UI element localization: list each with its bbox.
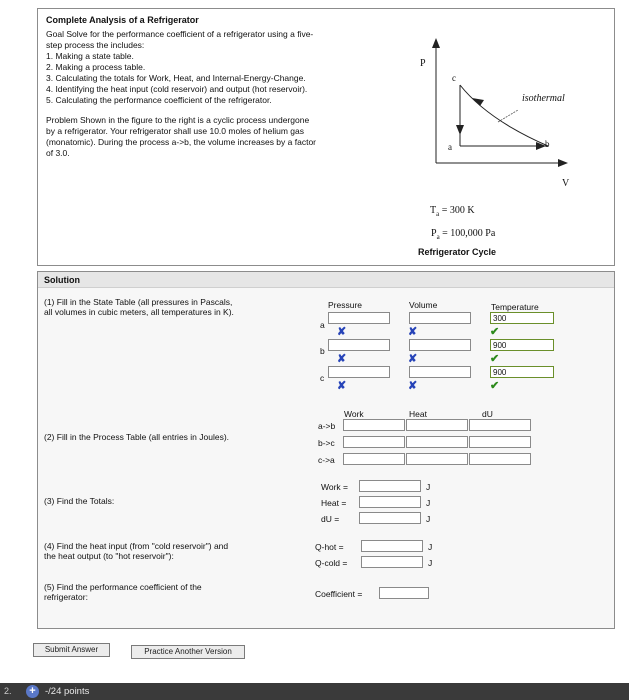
step5-line-2: refrigerator:: [44, 592, 88, 602]
state-c-pressure-input[interactable]: [328, 366, 390, 378]
state-b-temperature-input[interactable]: [490, 339, 554, 351]
goal-line-7: 5. Calculating the performance coefficient of the refrigerator.: [46, 95, 272, 105]
incorrect-icon: ✘: [408, 380, 418, 392]
q-cold-unit: J: [428, 558, 433, 568]
p-axis-arrow: [432, 38, 440, 48]
point-b-label: b: [545, 139, 550, 149]
point-c-label: c: [452, 73, 456, 83]
points-label: -/24 points: [45, 686, 90, 697]
arrow-b-c: [472, 98, 484, 106]
total-work-input[interactable]: [359, 480, 421, 492]
goal-line-5: 3. Calculating the totals for Work, Heat, and Internal-Energy-Change.: [46, 73, 306, 83]
col-work: Work: [344, 409, 364, 419]
question-number: 2.: [4, 686, 12, 696]
problem-line-2: by a refrigerator. Your refrigerator shall use 10.0 moles of helium gas: [46, 126, 304, 136]
goal-line-2: step process the includes:: [46, 40, 145, 50]
solution-header-bar: [38, 272, 614, 288]
total-du-unit: J: [426, 514, 431, 524]
q-hot-unit: J: [428, 542, 433, 552]
v-axis-arrow: [558, 159, 568, 167]
expand-plus-icon[interactable]: +: [26, 685, 39, 698]
goal-line-4: 2. Making a process table.: [46, 62, 146, 72]
state-a-pressure-input[interactable]: [328, 312, 390, 324]
step4-line-1: (4) Find the heat input (from "cold reservoir") and: [44, 541, 229, 551]
total-heat-unit: J: [426, 498, 431, 508]
process-a-b-heat-input[interactable]: [406, 419, 468, 431]
col-du: dU: [482, 409, 493, 419]
col-volume: Volume: [409, 300, 438, 310]
col-heat: Heat: [409, 409, 427, 419]
pv-diagram: [408, 28, 613, 188]
coefficient-label: Coefficient =: [315, 589, 363, 599]
point-a-label: a: [448, 142, 452, 152]
q-hot-input[interactable]: [361, 540, 423, 552]
arrow-c-a: [456, 125, 464, 135]
state-c-volume-input[interactable]: [409, 366, 471, 378]
process-row-b-c-label: b->c: [318, 438, 335, 448]
process-b-c-work-input[interactable]: [343, 436, 405, 448]
step1-line-2: all volumes in cubic meters, all temperatures in K).: [44, 307, 234, 317]
process-c-a-work-input[interactable]: [343, 453, 405, 465]
pressure-a-label: $P_a = 100,000$ Pa: [431, 228, 496, 241]
isothermal-label: isothermal: [522, 93, 565, 104]
solution-panel: [37, 271, 615, 629]
goal-line-1: Goal Solve for the performance coefficient of a refrigerator using a five-: [46, 29, 314, 39]
p-axis-label: P: [420, 58, 426, 69]
state-row-c-label: c: [320, 373, 325, 383]
q-cold-label: Q-cold =: [315, 558, 348, 568]
incorrect-icon: ✘: [337, 380, 347, 392]
subscript: a: [436, 233, 440, 241]
step4-line-2: the heat output (to "hot reservoir"):: [44, 551, 174, 561]
incorrect-icon: ✘: [337, 353, 347, 365]
q-hot-label: Q-hot =: [315, 542, 344, 552]
step2-text: (2) Fill in the Process Table (all entries in Joules).: [44, 432, 230, 442]
goal-line-6: 4. Identifying the heat input (cold reservoir) and output (hot reservoir).: [46, 84, 308, 94]
col-pressure: Pressure: [328, 300, 363, 310]
process-row-a-b-label: a->b: [318, 421, 336, 431]
process-a-b-work-input[interactable]: [343, 419, 405, 431]
total-heat-input[interactable]: [359, 496, 421, 508]
problem-line-4: of 3.0.: [46, 148, 70, 158]
process-b-c-du-input[interactable]: [469, 436, 531, 448]
process-c-a-heat-input[interactable]: [406, 453, 468, 465]
practice-another-version-button[interactable]: Practice Another Version: [131, 645, 245, 659]
correct-icon: ✔: [490, 380, 500, 392]
total-work-label: Work =: [321, 482, 349, 492]
total-work-unit: J: [426, 482, 431, 492]
step5-line-1: (5) Find the performance coefficient of the: [44, 582, 202, 592]
process-c-a-du-input[interactable]: [469, 453, 531, 465]
problem-title: Complete Analysis of a Refrigerator: [46, 15, 199, 25]
state-a-temperature-input[interactable]: [490, 312, 554, 324]
incorrect-icon: ✘: [337, 326, 347, 338]
incorrect-icon: ✘: [408, 353, 418, 365]
submit-answer-button[interactable]: Submit Answer: [33, 643, 110, 657]
state-c-temperature-input[interactable]: [490, 366, 554, 378]
state-row-b-label: b: [320, 346, 325, 356]
total-du-label: dU =: [321, 514, 340, 524]
step1-line-1: (1) Fill in the State Table (all pressures in Pascals,: [44, 297, 233, 307]
correct-icon: ✔: [490, 326, 500, 338]
process-a-b-du-input[interactable]: [469, 419, 531, 431]
problem-line-3: (monatomic). During the process a->b, the volume increases by a factor: [46, 137, 316, 147]
solution-header: Solution: [44, 275, 80, 285]
total-du-input[interactable]: [359, 512, 421, 524]
col-temperature: Temperature: [491, 302, 539, 312]
incorrect-icon: ✘: [408, 326, 418, 338]
diagram-caption: Refrigerator Cycle: [418, 247, 497, 257]
process-row-c-a-label: c->a: [318, 455, 335, 465]
correct-icon: ✔: [490, 353, 500, 365]
v-axis-label: V: [562, 178, 570, 189]
process-b-c-heat-input[interactable]: [406, 436, 468, 448]
problem-line-1: Problem Shown in the figure to the right is a cyclic process undergone: [46, 115, 310, 125]
temperature-a-label: $T_a = 300$ K: [430, 205, 475, 218]
isothermal-pointer: [498, 110, 518, 122]
goal-line-3: 1. Making a state table.: [46, 51, 134, 61]
state-row-a-label: a: [320, 320, 325, 330]
state-a-volume-input[interactable]: [409, 312, 471, 324]
total-heat-label: Heat =: [321, 498, 347, 508]
q-cold-input[interactable]: [361, 556, 423, 568]
coefficient-input[interactable]: [379, 587, 429, 599]
question-footer: [0, 683, 629, 700]
state-b-pressure-input[interactable]: [328, 339, 390, 351]
subscript: a: [436, 210, 440, 218]
step3-text: (3) Find the Totals:: [44, 496, 115, 506]
state-b-volume-input[interactable]: [409, 339, 471, 351]
